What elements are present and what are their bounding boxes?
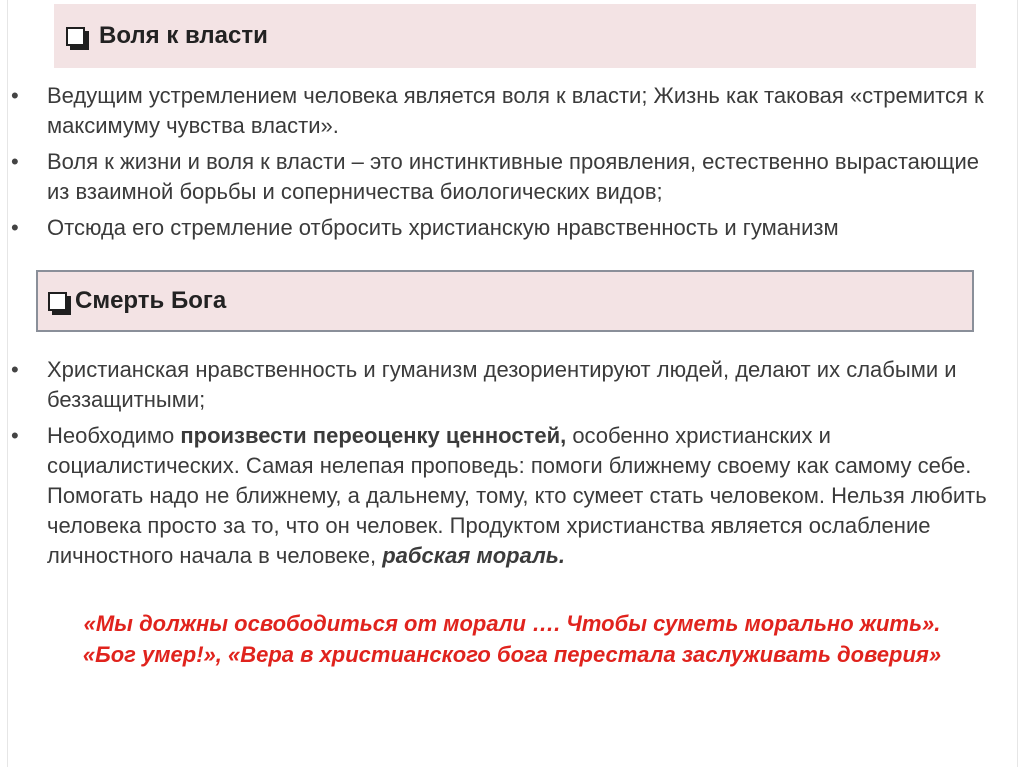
section-header-will-to-power bbox=[54, 4, 976, 68]
bullet-dot: • bbox=[11, 357, 19, 382]
bullet-emphasis: произвести переоценку ценностей, bbox=[180, 423, 567, 448]
nietzsche-quotes bbox=[0, 608, 1024, 670]
bullet-text: Ведущим устремлением человека является воля к власти; Жизнь как таковая «стремится к максимуму чувства власти». bbox=[47, 83, 984, 138]
list-item bbox=[0, 81, 1024, 141]
bullet-dot: • bbox=[11, 215, 19, 240]
bullet-text: Отсюда его стремление отбросить христианскую нравственность и гуманизм bbox=[47, 215, 839, 240]
section-title: Смерть Бога bbox=[75, 287, 227, 314]
bullet-text-mid: особенно христианских и социалистических. Самая нелепая проповедь: помоги ближнему своему как самому себе. Помогать надо не ближнему, а дальнему, тому, кто сумеет стать человеком. Нельзя любить человека просто за то, что он человек. Продуктом христианства является ослабление личностного начала в человеке, bbox=[47, 423, 987, 568]
section-title: Воля к власти bbox=[99, 22, 268, 49]
bullet-dot: • bbox=[11, 149, 19, 174]
checkbox-bullet-icon bbox=[66, 27, 85, 46]
section-header-death-of-god bbox=[36, 270, 974, 332]
bullet-emphasis-italic: рабская мораль. bbox=[382, 543, 565, 568]
bullet-text: Воля к жизни и воля к власти – это инстинктивные проявления, естественно вырастающие из взаимной борьбы и соперничества биологических видов; bbox=[47, 149, 980, 204]
list-item bbox=[0, 213, 1024, 243]
bullet-dot: • bbox=[11, 423, 19, 448]
bullet-text: Христианская нравственность и гуманизм дезориентируют людей, делают их слабыми и беззащитными; bbox=[47, 357, 957, 412]
checkbox-bullet-icon bbox=[48, 292, 67, 311]
bullet-list-will-to-power bbox=[0, 81, 1024, 249]
bullet-dot: • bbox=[11, 83, 19, 108]
bullet-list-death-of-god bbox=[0, 355, 1024, 577]
list-item bbox=[0, 147, 1024, 207]
quote-line-1: «Мы должны освободиться от морали …. Чтобы суметь морально жить». bbox=[83, 611, 941, 636]
quote-line-2: «Бог умер!», «Вера в христианского бога перестала заслуживать доверия» bbox=[82, 642, 942, 667]
bullet-text-pre: Необходимо bbox=[47, 423, 181, 448]
list-item bbox=[0, 421, 1024, 571]
list-item bbox=[0, 355, 1024, 415]
